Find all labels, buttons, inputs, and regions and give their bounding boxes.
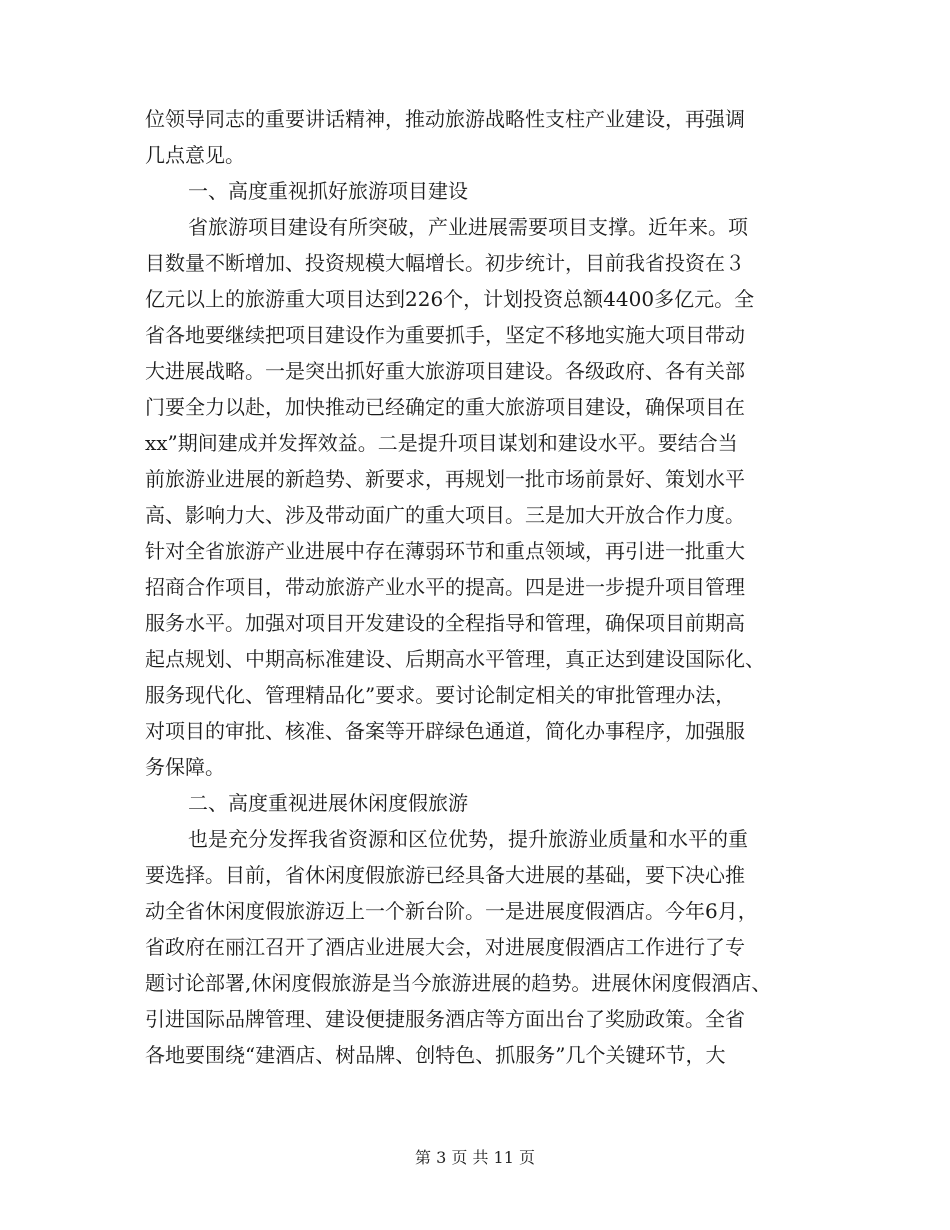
text-line: 几点意见。 [145, 143, 245, 167]
text-line: 省各地要继续把项目建设作为重要抓手，坚定不移地实施大项目带动 [145, 323, 745, 347]
text-line: 招商合作项目，带动旅游产业水平的提高。四是进一步提升项目管理 [145, 575, 745, 599]
text-line: 大进展战略。一是突出抓好重大旅游项目建设。各级政府、各有关部 [145, 359, 745, 383]
text-line: 引进国际品牌管理、建设便捷服务酒店等方面出台了奖励政策。全省 [145, 1007, 745, 1031]
section-heading: 一、高度重视抓好旅游项目建设 [188, 179, 468, 203]
text-line: 各地要围绕“建酒店、树品牌、创特色、抓服务”几个关键环节，大 [145, 1043, 726, 1067]
text-line: 门要全力以赴，加快推动已经确定的重大旅游项目建设，确保项目在 [145, 395, 745, 419]
text-line: 前旅游业进展的新趋势、新要求，再规划一批市场前景好、策划水平 [145, 467, 745, 491]
text-line: 亿元以上的旅游重大项目达到226个，计划投资总额4400多亿元。全 [145, 287, 755, 311]
text-line: 目数量不断增加、投资规模大幅增长。初步统计，目前我省投资在３ [145, 251, 745, 275]
text-line: xx”期间建成并发挥效益。二是提升项目谋划和建设水平。要结合当 [145, 431, 738, 455]
text-line: 省政府在丽江召开了酒店业进展大会，对进展度假酒店工作进行了专 [145, 935, 745, 959]
text-line: 位领导同志的重要讲话精神，推动旅游战略性支柱产业建设，再强调 [145, 107, 745, 131]
text-line: 起点规划、中期高标准建设、后期高水平管理，真正达到建设国际化、 [145, 647, 765, 671]
text-line: 也是充分发挥我省资源和区位优势，提升旅游业质量和水平的重 [188, 827, 748, 851]
text-line: 省旅游项目建设有所突破，产业进展需要项目支撑。近年来。项 [188, 215, 748, 239]
text-line: 动全省休闲度假旅游迈上一个新台阶。一是进展度假酒店。今年6月， [145, 899, 758, 923]
text-line: 高、影响力大、涉及带动面广的重大项目。三是加大开放合作力度。 [145, 503, 745, 527]
text-line: 服务现代化、管理精品化”要求。要讨论制定相关的审批管理办法， [145, 683, 736, 707]
text-line: 务保障。 [145, 755, 225, 779]
text-line: 题讨论部署,休闲度假旅游是当今旅游进展的趋势。进展休闲度假酒店、 [145, 971, 772, 995]
text-line: 对项目的审批、核准、备案等开辟绿色通道，简化办事程序，加强服 [145, 719, 745, 743]
section-heading: 二、高度重视进展休闲度假旅游 [188, 791, 468, 815]
text-line: 服务水平。加强对项目开发建设的全程指导和管理，确保项目前期高 [145, 611, 745, 635]
text-line: 要选择。目前，省休闲度假旅游已经具备大进展的基础，要下决心推 [145, 863, 745, 887]
text-line: 针对全省旅游产业进展中存在薄弱环节和重点领域，再引进一批重大 [145, 539, 745, 563]
page-footer: 第 3 页 共 11 页 [415, 1148, 535, 1167]
